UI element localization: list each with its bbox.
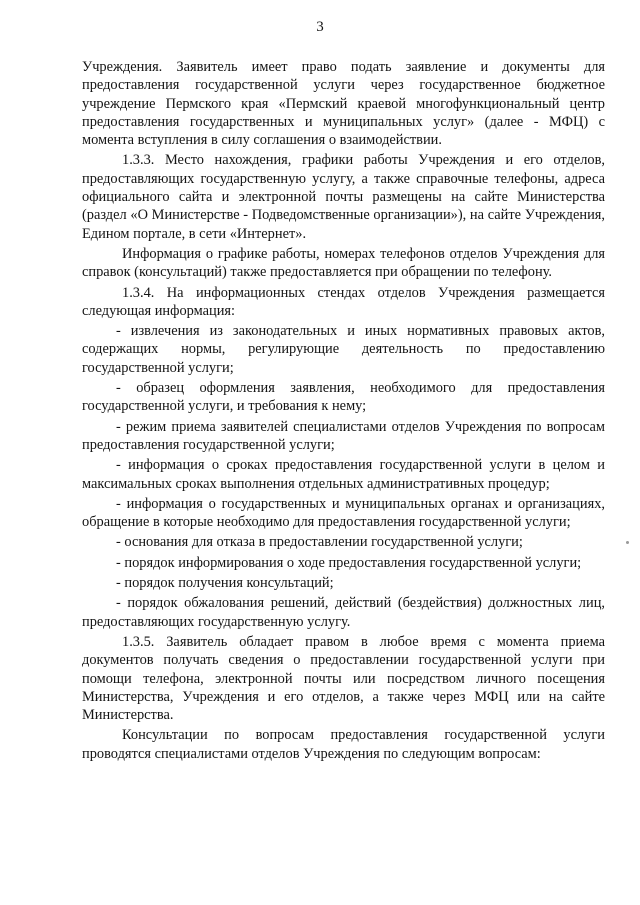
list-item-consultations: - порядок получения консультаций; bbox=[116, 575, 334, 592]
paragraph-1-3-4: 1.3.4. На информационных стендах отделов Учреждения размещается следующая информация: bbox=[82, 284, 605, 319]
list-item-reception-schedule: - режим приема заявителей специалистами отделов Учреждения по вопросам предоставления государственной услуги; bbox=[82, 418, 605, 453]
page-number: 3 bbox=[316, 19, 324, 35]
scan-speck bbox=[626, 541, 629, 544]
paragraph-applicant-rights: Учреждения. Заявитель имеет право подать заявление и документы для предоставления государственной услуги через государственное бюджетное учреждение Пермского края «Пермский краевой многофункциональный центр предоставления государственных и муниципальных услуг» (далее - МФЦ) с момента вступления в силу соглашения о взаимодействии. bbox=[82, 59, 605, 149]
list-item-application-sample: - образец оформления заявления, необходимого для предоставления государственной услуги, и требования к нему; bbox=[82, 380, 605, 415]
list-item-appeal-procedure: - порядок обжалования решений, действий (бездействия) должностных лиц, предоставляющих государственную услугу. bbox=[82, 595, 605, 630]
list-item-legal-extracts: - извлечения из законодательных и иных нормативных правовых актов, содержащих нормы, регулирующие деятельность по предоставлению государственной услуги; bbox=[82, 323, 605, 376]
paragraph-phone-info: Информация о графике работы, номерах телефонов отделов Учреждения для справок (консультаций) также предоставляется при обращении по телефону. bbox=[82, 245, 605, 281]
paragraph-consultations: Консультации по вопросам предоставления государственной услуги проводятся специалистами отделов Учреждения по следующим вопросам: bbox=[82, 727, 605, 762]
document-body bbox=[82, 58, 605, 765]
list-item-progress-info: - порядок информирования о ходе предоставления государственной услуги; bbox=[116, 554, 582, 571]
paragraph-1-3-5: 1.3.5. Заявитель обладает правом в любое время с момента приема документов получать сведения о предоставлении государственной услуги при помощи телефона, электронной почты или посредством личного посещения Министерства, Учреждения и его отделов, а также через МФЦ или на сайте Министерства. bbox=[82, 633, 605, 724]
list-item-refusal-grounds: - основания для отказа в предоставлении государственной услуги; bbox=[116, 534, 523, 551]
list-item-authorities: - информация о государственных и муниципальных органах и организациях, обращение в которые необходимо для предоставления государственной услуги; bbox=[82, 495, 605, 531]
paragraph-1-3-3: 1.3.3. Место нахождения, графики работы Учреждения и его отделов, предоставляющих государственную услугу, а также справочные телефоны, адреса официального сайта и электронной почты размещены на сайте Министерства (раздел «О Министерстве - Подведомственные организации»), на сайте Учреждения, Едином портале, в сети «Интернет». bbox=[82, 152, 605, 242]
list-item-service-terms: - информация о сроках предоставления государственной услуги в целом и максимальных сроках выполнения отдельных административных процедур; bbox=[82, 457, 605, 492]
